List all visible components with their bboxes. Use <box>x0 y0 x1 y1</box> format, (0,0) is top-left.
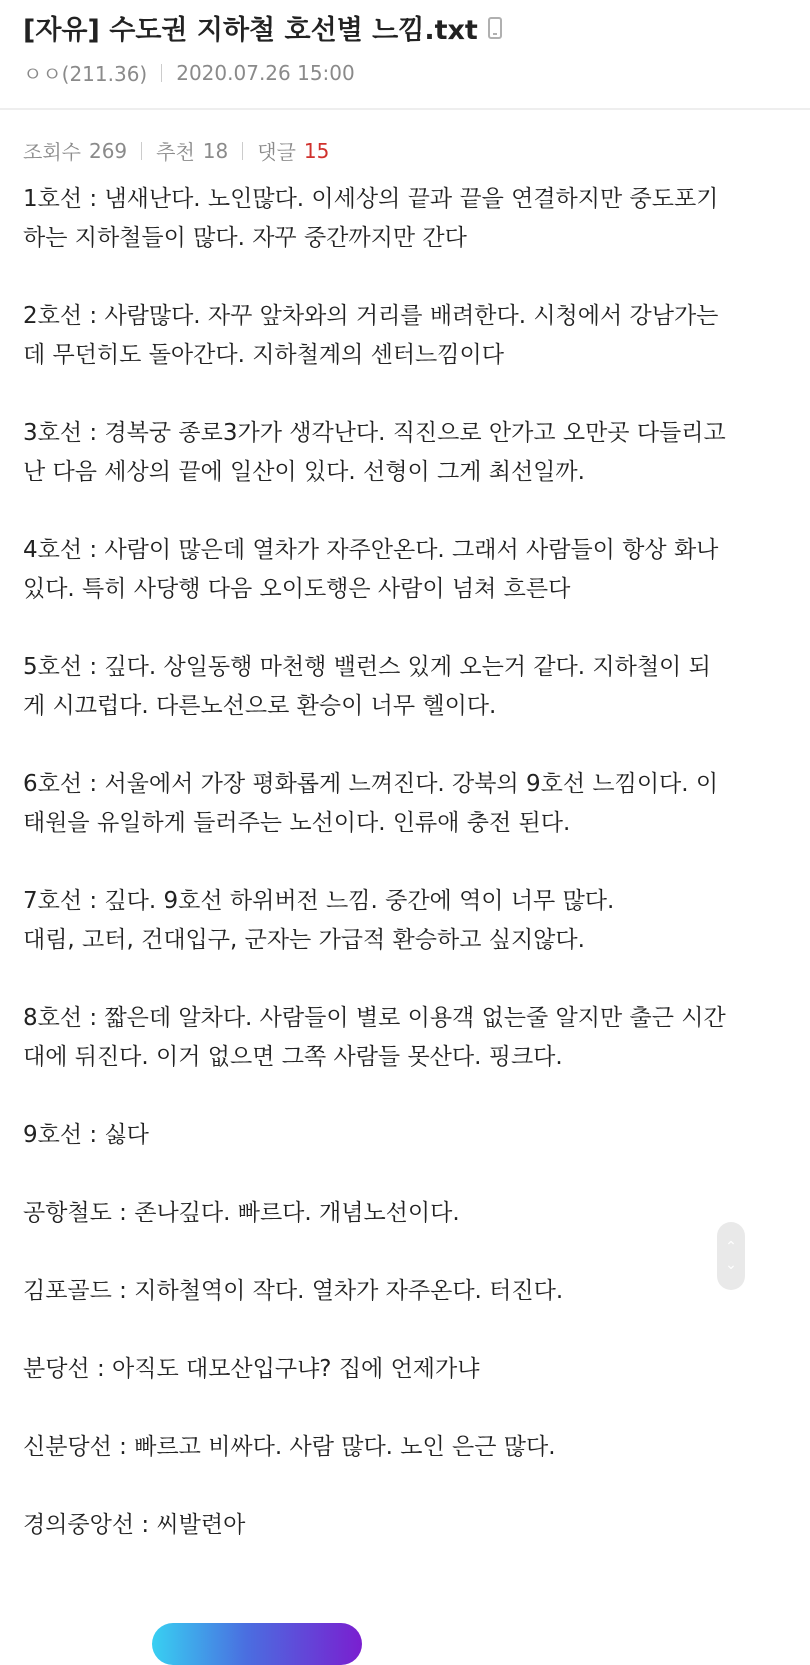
scroll-control[interactable] <box>717 1222 745 1290</box>
post-title <box>23 8 502 47</box>
chevron-up-icon[interactable]: ⌃ <box>725 1239 737 1255</box>
recommend-label: 추천 <box>156 140 195 164</box>
recommend-count: 18 <box>202 138 229 163</box>
line-8-paragraph: 8호선 : 짧은데 알차다. 사람들이 별로 이용객 없는줄 알지만 출근 시간 대에 뒤진다. 이거 없으면 그쪽 사람들 못산다. 핑크다. <box>23 1005 726 1070</box>
line-7-paragraph: 7호선 : 깊다. 9호선 하위버전 느낌. 중간에 역이 너무 많다. 대림, 고터, 건대입구, 군자는 가급적 환승하고 싶지않다. <box>23 888 615 953</box>
comments-count[interactable]: 15 <box>303 138 330 163</box>
bundang-line-paragraph: 분당선 : 아직도 대모산입구냐? 집에 언제가냐 <box>23 1356 480 1382</box>
stats-divider <box>242 142 243 160</box>
line-4-paragraph: 4호선 : 사람이 많은데 열차가 자주안온다. 그래서 사람들이 항상 화나 있다. 특히 사당행 다음 오이도행은 사람이 넘쳐 흐른다 <box>23 537 719 602</box>
chevron-down-icon[interactable]: ⌄ <box>725 1257 737 1273</box>
post-stats <box>23 136 329 165</box>
airport-railroad-paragraph: 공항철도 : 존나깊다. 빠르다. 개념노선이다. <box>23 1200 460 1226</box>
line-1-paragraph: 1호선 : 냄새난다. 노인많다. 이세상의 끝과 끝을 연결하지만 중도포기 하는 지하철들이 많다. 자꾸 중간까지만 간다 <box>23 186 719 251</box>
comments-label[interactable]: 댓글 <box>257 140 296 164</box>
post-body <box>23 180 763 1584</box>
post-author[interactable]: ㅇㅇ(211.36) <box>23 62 148 86</box>
line-3-paragraph: 3호선 : 경복궁 종로3가가 생각난다. 직진으로 안가고 오만곳 다들리고 난 다음 세상의 끝에 일산이 있다. 선형이 그게 최선일까. <box>23 420 726 485</box>
floating-action-bar[interactable] <box>152 1623 362 1665</box>
views-count: 269 <box>88 138 128 163</box>
gyeongui-jungang-paragraph: 경의중앙선 : 씨발련아 <box>23 1512 246 1538</box>
gimpo-gold-paragraph: 김포골드 : 지하철역이 작다. 열차가 자주온다. 터진다. <box>23 1278 564 1304</box>
line-5-paragraph: 5호선 : 깊다. 상일동행 마천행 밸런스 있게 오는거 같다. 지하철이 되 게 시끄럽다. 다른노선으로 환승이 너무 헬이다. <box>23 654 711 719</box>
mobile-phone-icon <box>488 17 502 39</box>
meta-divider <box>161 64 162 82</box>
shinbundang-line-paragraph: 신분당선 : 빠르고 비싸다. 사람 많다. 노인 은근 많다. <box>23 1434 556 1460</box>
post-meta <box>23 58 355 87</box>
post-header <box>0 0 810 110</box>
line-2-paragraph: 2호선 : 사람많다. 자꾸 앞차와의 거리를 배려한다. 시청에서 강남가는 데 무던히도 돌아간다. 지하철계의 센터느낌이다 <box>23 303 719 368</box>
line-9-paragraph: 9호선 : 싫다 <box>23 1122 149 1148</box>
views-label: 조회수 <box>23 140 81 164</box>
line-6-paragraph: 6호선 : 서울에서 가장 평화롭게 느껴진다. 강북의 9호선 느낌이다. 이 태원을 유일하게 들러주는 노선이다. 인류애 충전 된다. <box>23 771 719 836</box>
post-title-text: [자유] 수도권 지하철 호선별 느낌.txt <box>23 15 478 46</box>
stats-divider <box>141 142 142 160</box>
post-date: 2020.07.26 15:00 <box>176 60 355 85</box>
